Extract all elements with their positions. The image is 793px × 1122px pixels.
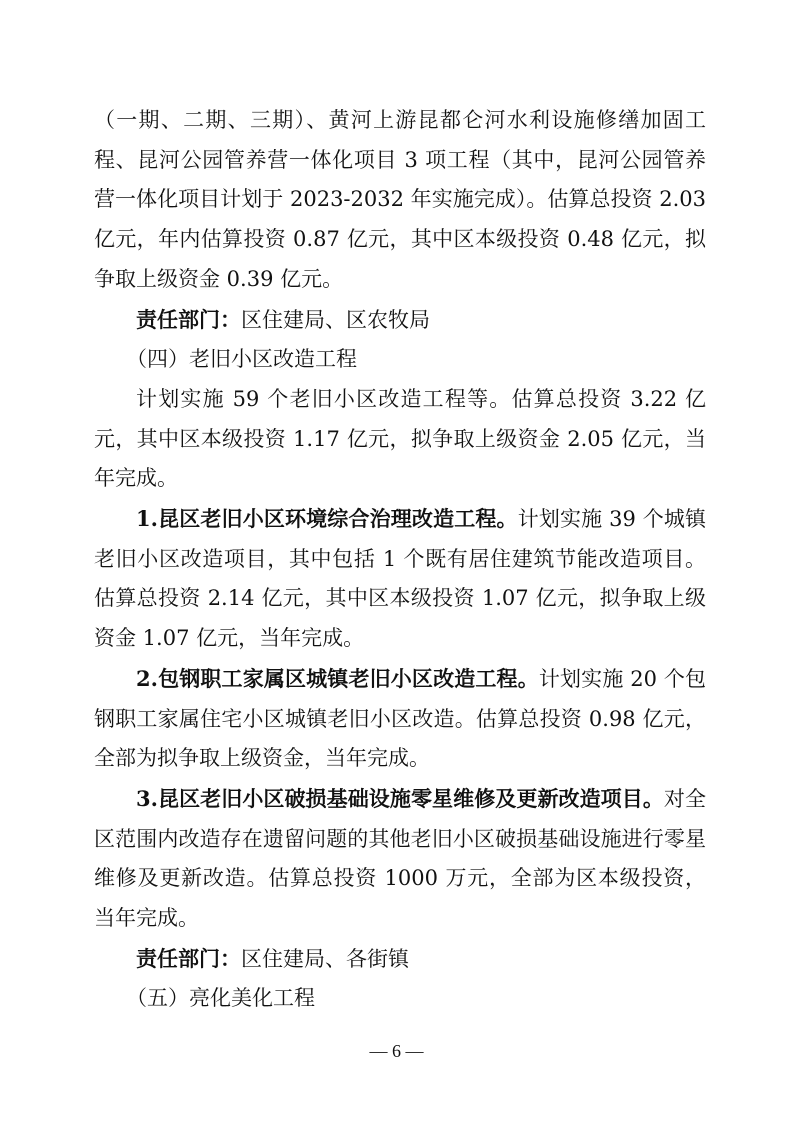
paragraph-responsible-dept <box>94 300 706 341</box>
item-2-title: 2.包钢职工家属区城镇老旧小区改造工程。 <box>136 665 539 691</box>
paragraph-old-community-summary: 计划实施 59 个老旧小区改造工程等。估算总投资 3.22 亿元，其中区本级投资 1.17 亿元，拟争取上级资金 2.05 亿元，当年完成。 <box>94 386 706 491</box>
paragraph-responsible-dept-2 <box>94 939 706 980</box>
paragraph-item-3 <box>94 779 706 939</box>
item-2-body: 计划实施 20 个包钢职工家属住宅小区城镇老旧小区改造。估算总投资 0.98 亿元，全部为拟争取上级资金，当年完成。 <box>94 666 707 771</box>
responsible-dept-value: 区住建局、区农牧局 <box>241 307 430 332</box>
item-3-title: 3.昆区老旧小区破损基础设施零星维修及更新改造项目。 <box>136 785 664 811</box>
section-heading-lighting: （五）亮化美化工程 <box>126 986 315 1011</box>
responsible-dept-2-value: 区住建局、各街镇 <box>241 946 409 971</box>
document-body <box>94 101 706 1019</box>
item-1-title: 1.昆区老旧小区环境综合治理改造工程。 <box>136 506 518 532</box>
page-number: — 6 — <box>369 1041 424 1061</box>
paragraph-item-2 <box>94 659 706 779</box>
responsible-dept-label: 责任部门： <box>136 306 241 332</box>
item-3-body: 对全区范围内改造存在遗留问题的其他老旧小区破损基础设施进行零星维修及更新改造。估算总投资 1000 万元，全部为区本级投资，当年完成。 <box>94 786 707 931</box>
responsible-dept-2-label: 责任部门： <box>136 945 241 971</box>
item-1-body: 计划实施 39 个城镇老旧小区改造项目，其中包括 1 个既有居住建筑节能改造项目。估算总投资 2.14 亿元，其中区本级投资 1.07 亿元，拟争取上级资金 1.07 亿元，当年完成。 <box>94 507 707 651</box>
paragraph-water-projects: （一期、二期、三期）、黄河上游昆都仑河水利设施修缮加固工程、昆河公园管养营一体化项目 3 项工程（其中，昆河公园管养营一体化项目计划于 2023-2032 年实施完成）。估算总投资 2.03 亿元，年内估算投资 0.87 亿元，其中区本级投资 0.48 亿元，拟争取上级资金 0.39 亿元。 <box>94 108 706 291</box>
section-heading-old-community: （四）老旧小区改造工程 <box>126 347 357 372</box>
paragraph-item-1 <box>94 499 706 659</box>
